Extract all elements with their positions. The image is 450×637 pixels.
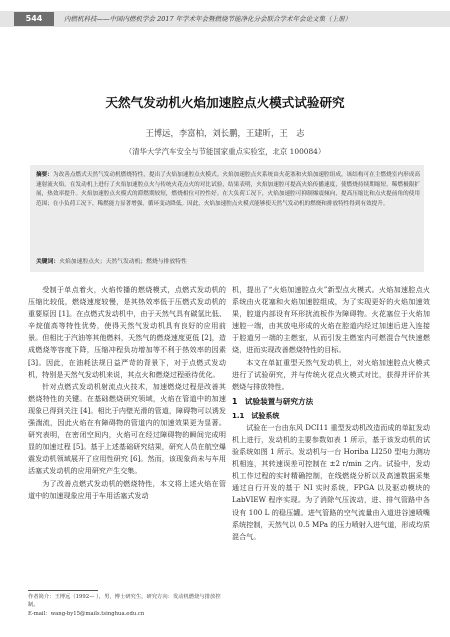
footnote [28, 593, 228, 618]
footnote-rule [28, 590, 98, 591]
body-paragraph: 为了改善点燃式发动机的燃烧特性，本文将上述火焰在管道中的加速现象应用于车用活塞式发动 [28, 478, 226, 500]
body-paragraph: 试验在一台由东风 DCI11 重型发动机改造而成的单缸发动机上进行，发动机的主要参数如表 1 所示，基于该发动机的试验系统如图 1 所示。发动机与一台 Horiba LI250 型电力测功机相连，其转速误差可控制在 ±2 r/min 之内。试验中，发动机工作过程的实时精确控制，在线燃烧分析以及高速数据采集通过自行开发的基于 NI 实时系统，FPGA 以及驱动模块的 LabVIEW 程序实现。为了消除气压波动，进、排气管路中各设有 100 L 的稳压罐。进气管路的空气流量由入道进谷速喷嘴系统控制，天然气以 0.5 MPa 的压力喷射入进气道，形成均质混合气。 [232, 422, 430, 541]
body-paragraph: 针对点燃式发动机射流点火技术，加速燃烧过程是改善其燃烧特性的关键。在基础燃烧研究领域，火焰在管道中的加速现象已得到关注 [4]。相比于内壁光滑的管道，障碍物可以诱发强湍流，因此火焰在有障碍物的管道内的加速效果更为显著。研究表明，在密闭空间内，火焰可在经过障碍物的瞬间完成明显的加速过程 [5]。基于上述基础研究结果，研究人员在航空爆震发动机领域展开了应用性研究 [6]。然而，该现象尚未与车用活塞式发动机的应用研究产生交集。 [28, 381, 226, 476]
body-column-left [28, 284, 226, 502]
author-list: 王博远，李富柏，刘长鹏，王建昕，王 志 [145, 128, 305, 138]
body-column-right [232, 284, 430, 543]
footnote-email: E-mail：wang-by15@mails.tsinghua.edu.cn [28, 610, 145, 617]
body-paragraph: 受制于单点着火，火焰传播的燃烧模式，点燃式发动机的压缩比较低，燃烧速度较慢，是其热效率低于压燃式发动机的重要原因 [1]。在点燃式发动机中，由于天然气具有碳氢比低、辛烷值高等特性优势，使得天然气发动机具有良好的应用前景。但相比于汽油等其他燃料，天然气的燃烧速度更低 [2]，造成燃烧等容度下降，压缩冲程负功增加等不利于热效率的因素 [3]。因此，在油耗法规日益严苛的背景下，对于点燃式发动机，特别是天然气发动机来说，其点火和燃烧过程亟待优化。 [28, 285, 226, 379]
page-number: 544 [14, 12, 54, 26]
body-paragraph: 本文在单缸重型天然气发动机上，对火焰加速腔点火模式进行了试验研究，并与传统火花点火模式对比，获得并评价其燃烧与排放特性。 [232, 357, 430, 391]
section-heading: 1 试验装置与研究方法 [232, 396, 314, 406]
affiliation: （清华大学汽车安全与节能国家重点实验室，北京 100084） [124, 147, 326, 156]
running-head-text: 内燃机科技——中国内燃机学会 2017 年学术年会暨燃烧节能净化分会联合学术年会论文集（上册） [64, 15, 352, 23]
article-title: 天然气发动机火焰加速腔点火模式试验研究 [105, 95, 345, 110]
abstract-label: 摘要： [36, 172, 53, 178]
keywords [36, 258, 420, 267]
footnote-author-info: 作者简介：王博远（1992— ），男，博士研究生，研究方向：发动机燃烧与排放控制。 [28, 594, 221, 609]
subsection-heading: 1.1 试验系统 [232, 411, 280, 420]
keywords-text: 火焰加速腔点火；天然气发动机；燃烧与排放特性 [59, 259, 187, 265]
abstract-text: 为改善点燃式天然气发动机燃烧特性，提出了火焰加速腔点火模式。火焰加速腔点火系统由火花塞和火焰加速腔组成，该结构可在主燃烧室内形成高速射流火焰。在发动机上进行了火焰加速腔点火与传统火花点火的对比试验，结果表明，火焰加速腔可提高火焰传播速度，使燃烧持续期缩短，稀燃极限扩展，热效率提升。火焰加速腔点火模式的滞燃期较短，燃烧相位可控性好。在大负荷工况下，火焰加速腔可抑制爆震倾向，提高压缩比和点火提前角的使用范围；在小负荷工况下，稀燃能力显著增强，循环变动降低。因此，火焰加速腔点火模式能够使天然气发动机的燃烧和排放特性得到有效提升。 [36, 172, 420, 208]
keywords-label: 关键词： [36, 259, 60, 265]
running-header [0, 0, 450, 30]
abstract [36, 171, 420, 210]
body-paragraph: 机，提出了“火焰加速腔点火”新型点火模式。火焰加速腔点火系统由火花塞和火焰加速腔组成，为了实现更好的火焰加速效果，腔道内部设有环形扰流板作为障碍物。火花塞位于火焰加速腔一端，由其放电形成的火焰在腔道内经过加速后进入连接于腔道另一端的主燃室，从而引发主燃室内可燃混合气快速燃烧，进而实现改善燃烧特性的目标。 [232, 285, 430, 355]
